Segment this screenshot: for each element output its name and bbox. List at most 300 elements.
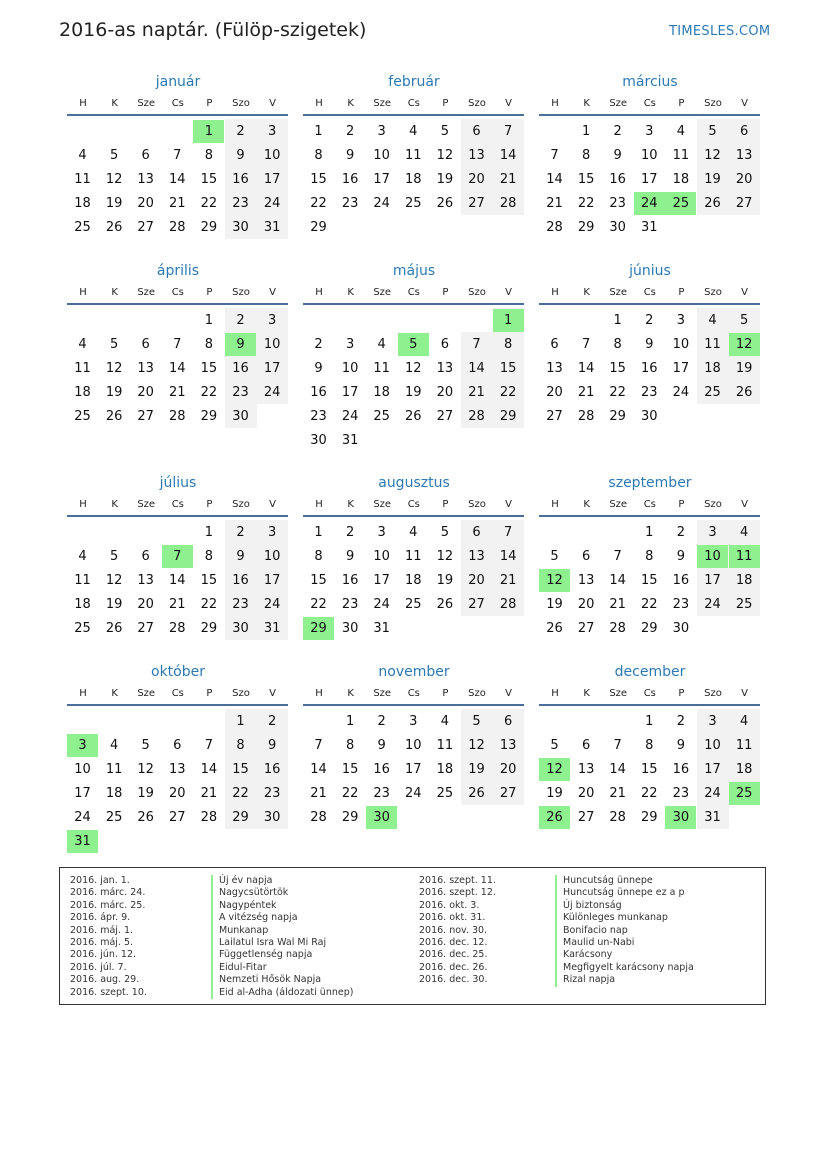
weekday-header: V (505, 499, 513, 510)
weekday-header: V (269, 98, 277, 109)
day-cell: 10 (672, 337, 690, 352)
legend-date: 2016. nov. 30. (419, 924, 488, 936)
weekday-header: H (551, 499, 559, 510)
day-cell: 4 (78, 337, 87, 352)
day-cell: 4 (78, 549, 87, 564)
weekday-header: Cs (407, 499, 420, 510)
day-cell: 30 (263, 810, 281, 825)
day-cell: 4 (409, 525, 418, 540)
holiday-day-cell: 1 (193, 120, 224, 143)
day-cell: 19 (704, 172, 721, 187)
day-cell: 24 (263, 597, 281, 612)
day-cell: 6 (550, 337, 559, 352)
day-cell: 21 (169, 597, 186, 612)
day-cell: 21 (609, 786, 626, 801)
month-name: szeptember (608, 475, 692, 491)
weekday-header: Szo (468, 499, 486, 510)
holiday-legend (59, 867, 766, 1005)
weekday-header: K (111, 688, 118, 699)
day-cell: 28 (577, 409, 595, 424)
day-cell: 21 (577, 385, 595, 400)
day-cell: 23 (232, 597, 249, 612)
day-cell: 21 (499, 573, 517, 588)
day-cell: 17 (641, 172, 658, 187)
day-cell: 7 (173, 337, 182, 352)
day-cell: 21 (169, 385, 186, 400)
day-cell: 2 (345, 525, 355, 540)
day-cell: 10 (405, 738, 422, 753)
day-cell: 30 (232, 409, 249, 424)
day-cell: 29 (577, 220, 595, 235)
day-cell: 19 (105, 196, 123, 211)
day-cell: 13 (436, 361, 454, 376)
weekday-header: H (551, 287, 559, 298)
day-cell: 14 (546, 172, 563, 187)
day-cell: 28 (499, 196, 517, 211)
day-cell: 18 (735, 573, 753, 588)
day-cell: 7 (613, 549, 622, 564)
holiday-day-cell: 25 (665, 192, 696, 215)
weekday-header-row (539, 688, 761, 702)
weekday-header: H (551, 688, 559, 699)
weekday-header-row (67, 287, 289, 301)
weekday-header: H (551, 98, 559, 109)
legend-holiday-name: Eidul-Fitar (211, 962, 353, 974)
day-cell: 24 (672, 385, 690, 400)
day-cell: 17 (74, 786, 91, 801)
day-cell: 3 (377, 124, 386, 139)
day-cell: 18 (672, 172, 690, 187)
weekday-header-row (303, 98, 525, 112)
day-cell: 20 (735, 172, 753, 187)
legend-holiday-name: Megfigyelt karácsony napja (555, 962, 694, 974)
day-cell: 1 (645, 525, 654, 540)
day-cell: 4 (708, 313, 717, 328)
day-cell: 4 (676, 124, 686, 139)
day-cell: 28 (609, 810, 626, 825)
holiday-day-cell: 31 (67, 830, 98, 853)
day-cell: 23 (341, 196, 359, 211)
header-rule (539, 114, 760, 116)
day-cell: 17 (704, 762, 721, 777)
day-cell: 20 (436, 385, 454, 400)
weekday-header: H (79, 287, 87, 298)
header-rule (67, 114, 288, 116)
day-cell: 19 (546, 597, 563, 612)
day-cell: 5 (708, 124, 717, 139)
legend-date: 2016. okt. 31. (419, 912, 486, 924)
day-cell: 16 (672, 573, 690, 588)
legend-date: 2016. aug. 29. (70, 974, 140, 986)
weekday-header: Sze (137, 688, 156, 699)
weekday-header: H (315, 98, 323, 109)
month-name: április (156, 263, 200, 279)
legend-date: 2016. dec. 30. (419, 974, 488, 986)
holiday-day-cell: 5 (398, 333, 429, 356)
legend-date: 2016. máj. 5. (70, 936, 134, 948)
day-cell: 17 (263, 172, 281, 187)
day-cell: 8 (503, 337, 513, 352)
legend-date: 2016. jan. 1. (70, 875, 130, 886)
day-cell: 13 (499, 738, 517, 753)
day-cell: 22 (641, 597, 658, 612)
day-cell: 17 (405, 762, 422, 777)
day-cell: 9 (236, 148, 245, 163)
day-cell: 7 (581, 337, 591, 352)
legend-holiday-name: Új év napja (211, 875, 353, 887)
day-cell: 6 (581, 549, 591, 564)
legend-date: 2016. júl. 7. (70, 961, 127, 973)
day-cell: 31 (263, 220, 281, 235)
day-cell: 23 (232, 385, 249, 400)
day-cell: 7 (314, 738, 323, 753)
day-cell: 16 (641, 361, 658, 376)
day-cell: 24 (263, 196, 281, 211)
day-cell: 7 (204, 738, 214, 753)
day-cell: 23 (609, 196, 626, 211)
weekday-header: P (442, 499, 449, 510)
day-cell: 12 (436, 148, 454, 163)
legend-holiday-name: Nemzeti Hősök Napja (211, 974, 353, 986)
day-cell: 13 (468, 148, 485, 163)
weekday-header: P (678, 499, 685, 510)
day-cell: 8 (204, 148, 214, 163)
weekday-header-row (539, 499, 761, 513)
day-cell: 10 (341, 361, 359, 376)
day-cell: 31 (641, 220, 658, 235)
day-cell: 9 (676, 738, 686, 753)
day-cell: 13 (137, 172, 154, 187)
day-cell: 11 (74, 361, 91, 376)
weekday-header: Szo (704, 499, 722, 510)
day-cell: 7 (503, 124, 513, 139)
day-cell: 6 (503, 714, 513, 729)
month-name: július (159, 475, 197, 491)
day-cell: 1 (314, 525, 323, 540)
day-cell: 10 (373, 549, 390, 564)
day-cell: 11 (704, 337, 721, 352)
day-cell: 5 (550, 738, 559, 753)
day-cell: 22 (232, 786, 249, 801)
day-cell: 16 (232, 573, 249, 588)
day-cell: 11 (735, 738, 753, 753)
day-cell: 23 (310, 409, 327, 424)
day-cell: 25 (74, 621, 91, 636)
day-cell: 22 (200, 597, 218, 612)
day-cell: 27 (735, 196, 753, 211)
day-cell: 26 (105, 621, 123, 636)
day-cell: 15 (341, 762, 359, 777)
weekday-header: Cs (407, 98, 420, 109)
day-cell: 4 (440, 714, 450, 729)
day-cell: 4 (109, 738, 119, 753)
day-cell: 18 (405, 172, 422, 187)
day-cell: 9 (345, 549, 355, 564)
day-cell: 6 (141, 549, 150, 564)
day-cell: 22 (499, 385, 517, 400)
holiday-day-cell: 3 (67, 734, 98, 757)
weekday-header: Sze (373, 287, 392, 298)
day-cell: 4 (377, 337, 386, 352)
day-cell: 30 (672, 621, 690, 636)
day-cell: 24 (405, 786, 422, 801)
day-cell: 26 (546, 621, 563, 636)
day-cell: 3 (708, 525, 717, 540)
day-cell: 26 (704, 196, 721, 211)
weekday-header-row (539, 287, 761, 301)
day-cell: 18 (74, 597, 91, 612)
day-cell: 1 (236, 714, 245, 729)
day-cell: 8 (204, 549, 214, 564)
day-cell: 15 (200, 361, 218, 376)
day-cell: 27 (468, 196, 485, 211)
holiday-day-cell: 25 (729, 782, 760, 805)
weekday-header: Cs (643, 287, 656, 298)
day-cell: 14 (169, 361, 186, 376)
month-name: november (378, 664, 450, 680)
day-cell: 27 (137, 621, 154, 636)
day-cell: 19 (137, 786, 154, 801)
day-cell: 13 (546, 361, 563, 376)
day-cell: 28 (468, 409, 485, 424)
day-cell: 29 (310, 220, 327, 235)
weekday-header: Szo (468, 98, 486, 109)
holiday-day-cell: 10 (697, 545, 728, 568)
day-cell: 6 (141, 337, 150, 352)
day-cell: 25 (405, 597, 422, 612)
legend-date: 2016. szept. 10. (70, 986, 147, 998)
day-cell: 23 (672, 786, 690, 801)
day-cell: 25 (74, 409, 91, 424)
day-cell: 8 (314, 549, 323, 564)
day-cell: 28 (169, 409, 186, 424)
weekday-header: H (315, 287, 323, 298)
day-cell: 8 (345, 738, 355, 753)
brand-link[interactable]: TIMESLES.COM (669, 24, 771, 39)
day-cell: 27 (577, 621, 595, 636)
day-cell: 8 (645, 738, 654, 753)
day-cell: 16 (373, 762, 390, 777)
weekday-header-row (539, 98, 761, 112)
day-cell: 17 (373, 172, 390, 187)
day-cell: 14 (169, 172, 186, 187)
day-cell: 12 (468, 738, 485, 753)
day-cell: 11 (105, 762, 123, 777)
day-cell: 13 (577, 762, 595, 777)
day-cell: 28 (310, 810, 327, 825)
day-cell: 5 (141, 738, 150, 753)
weekday-header: Cs (171, 688, 184, 699)
month-name: január (155, 74, 201, 90)
day-cell: 16 (263, 762, 281, 777)
day-cell: 16 (341, 573, 359, 588)
day-cell: 29 (232, 810, 249, 825)
header-rule (67, 704, 288, 706)
day-cell: 18 (436, 762, 454, 777)
weekday-header: Cs (171, 499, 184, 510)
day-cell: 25 (405, 196, 422, 211)
weekday-header: P (206, 499, 213, 510)
day-cell: 5 (109, 148, 119, 163)
day-cell: 4 (739, 525, 749, 540)
weekday-header: V (741, 688, 749, 699)
day-cell: 29 (499, 409, 517, 424)
day-cell: 13 (735, 148, 753, 163)
weekday-header: P (442, 688, 449, 699)
day-cell: 16 (341, 172, 359, 187)
holiday-day-cell: 11 (729, 545, 760, 568)
day-cell: 2 (345, 124, 355, 139)
weekday-header: Sze (137, 499, 156, 510)
weekday-header: K (111, 499, 118, 510)
legend-date: 2016. dec. 25. (419, 949, 488, 961)
legend-holiday-name: Munkanap (211, 925, 353, 937)
weekday-header: Cs (407, 287, 420, 298)
legend-holiday-name: Karácsony (555, 949, 694, 961)
day-cell: 15 (641, 762, 658, 777)
day-cell: 2 (314, 337, 323, 352)
day-cell: 22 (310, 196, 327, 211)
day-cell: 5 (109, 337, 119, 352)
day-cell: 17 (704, 573, 721, 588)
weekday-header: K (347, 287, 354, 298)
weekday-header: H (79, 499, 87, 510)
day-cell: 23 (373, 786, 390, 801)
weekday-header: Szo (704, 688, 722, 699)
day-cell: 10 (263, 549, 281, 564)
day-cell: 28 (499, 597, 517, 612)
day-cell: 27 (499, 786, 517, 801)
day-cell: 27 (546, 409, 563, 424)
day-cell: 7 (503, 525, 513, 540)
day-cell: 16 (609, 172, 626, 187)
day-cell: 2 (645, 313, 654, 328)
day-cell: 18 (74, 196, 91, 211)
day-cell: 20 (169, 786, 186, 801)
day-cell: 11 (405, 549, 422, 564)
day-cell: 21 (310, 786, 327, 801)
legend-holiday-name: Függetlenség napja (211, 949, 353, 961)
weekday-header: Szo (232, 287, 250, 298)
day-cell: 18 (74, 385, 91, 400)
day-cell: 3 (676, 313, 686, 328)
weekday-header: Sze (373, 688, 392, 699)
header-rule (67, 303, 288, 305)
day-cell: 15 (310, 573, 327, 588)
day-cell: 30 (609, 220, 626, 235)
day-cell: 10 (74, 762, 91, 777)
month-name: február (388, 74, 440, 90)
weekday-header: Sze (609, 98, 628, 109)
day-cell: 24 (74, 810, 91, 825)
day-cell: 3 (645, 124, 654, 139)
day-cell: 20 (499, 762, 517, 777)
day-cell: 28 (169, 220, 186, 235)
legend-date: 2016. márc. 24. (70, 887, 146, 899)
day-cell: 20 (577, 786, 595, 801)
month-name: december (614, 664, 686, 680)
day-cell: 12 (105, 361, 123, 376)
header-rule (539, 704, 760, 706)
day-cell: 28 (546, 220, 563, 235)
holiday-day-cell: 30 (665, 806, 696, 829)
day-cell: 24 (704, 597, 721, 612)
day-cell: 24 (341, 409, 359, 424)
weekday-header: Cs (643, 499, 656, 510)
legend-holiday-name: Lailatul Isra Wal Mi Raj (211, 937, 353, 949)
legend-holiday-name: Rizal napja (555, 974, 694, 986)
weekday-header-row (67, 688, 289, 702)
day-cell: 13 (169, 762, 186, 777)
weekday-header: Szo (232, 688, 250, 699)
weekday-header: V (505, 287, 513, 298)
legend-date: 2016. szept. 12. (419, 887, 496, 899)
day-cell: 8 (204, 337, 214, 352)
day-cell: 22 (200, 385, 218, 400)
day-cell: 6 (472, 525, 481, 540)
weekday-header: H (315, 499, 323, 510)
day-cell: 2 (377, 714, 386, 729)
legend-names-col-1 (211, 875, 353, 999)
day-cell: 29 (341, 810, 359, 825)
day-cell: 20 (137, 385, 154, 400)
weekday-header: Szo (704, 287, 722, 298)
header-rule (303, 704, 524, 706)
day-cell: 17 (263, 361, 281, 376)
day-cell: 25 (436, 786, 454, 801)
day-cell: 3 (377, 525, 386, 540)
day-cell: 11 (405, 148, 422, 163)
holiday-day-cell: 26 (539, 806, 570, 829)
day-cell: 29 (200, 621, 218, 636)
day-cell: 11 (74, 172, 91, 187)
day-cell: 26 (436, 597, 454, 612)
day-cell: 20 (468, 573, 485, 588)
day-cell: 14 (577, 361, 595, 376)
day-cell: 25 (735, 597, 753, 612)
day-cell: 1 (204, 313, 214, 328)
day-cell: 12 (105, 573, 123, 588)
legend-dates-col-2 (419, 875, 496, 987)
day-cell: 6 (440, 337, 450, 352)
day-cell: 5 (440, 525, 450, 540)
day-cell: 9 (645, 337, 654, 352)
day-cell: 26 (105, 220, 123, 235)
weekday-header: H (79, 688, 87, 699)
legend-dates-col-1 (70, 875, 147, 999)
day-cell: 2 (267, 714, 277, 729)
legend-holiday-name: Új biztonság (555, 900, 694, 912)
day-cell: 21 (499, 172, 517, 187)
day-cell: 23 (232, 196, 249, 211)
day-cell: 27 (169, 810, 186, 825)
day-cell: 27 (137, 220, 154, 235)
weekday-header: V (741, 499, 749, 510)
day-cell: 9 (314, 361, 323, 376)
holiday-day-cell: 9 (225, 333, 256, 356)
day-cell: 3 (267, 124, 277, 139)
month-name: október (151, 664, 205, 680)
weekday-header: V (741, 98, 749, 109)
day-cell: 18 (405, 573, 422, 588)
day-cell: 16 (310, 385, 327, 400)
weekday-header: Sze (373, 98, 392, 109)
day-cell: 19 (436, 573, 454, 588)
day-cell: 26 (137, 810, 154, 825)
day-cell: 2 (676, 714, 686, 729)
weekday-header-row (303, 499, 525, 513)
day-cell: 9 (236, 549, 245, 564)
